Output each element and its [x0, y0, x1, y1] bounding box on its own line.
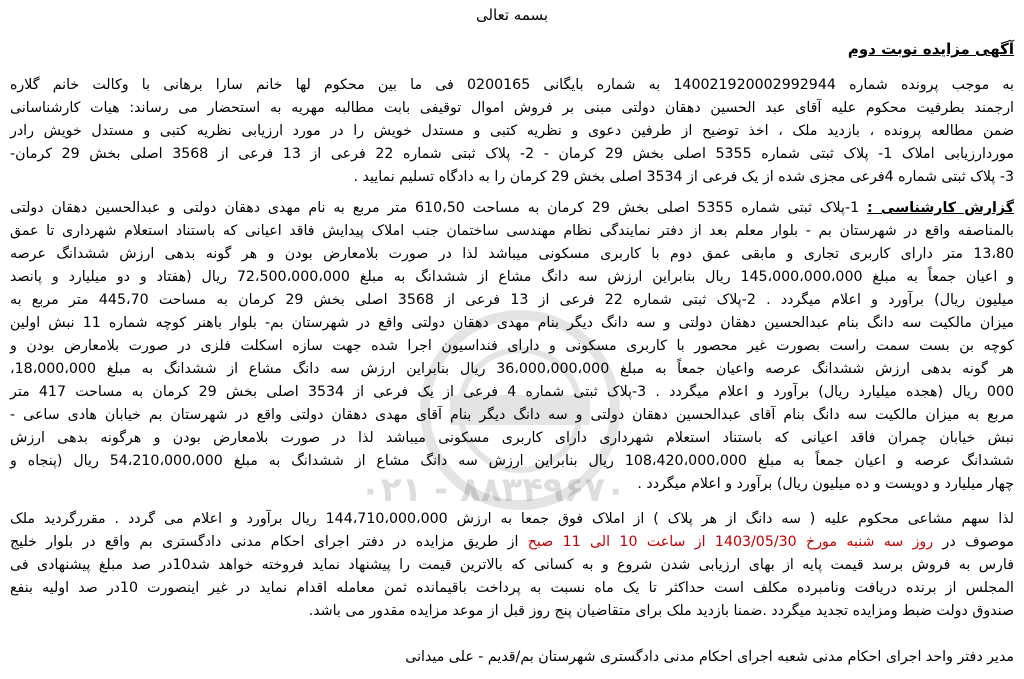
paragraph1-line: موردارزیابی املاک 1- پلاک ثبتی شماره 5355 اصلی بخش 29 کرمان - 2- پلاک ثبتی شماره 22 فرعی از 13 فرعی از 3568 اصلی بخش 29 کرمان- [10, 146, 1014, 162]
paragraph2-line: کوچه بن بست سمت راست بصورت غیر محصور با کاربری مسکونی و دارای فنداسیون اجرا شده جهت سازه اسکلت فلزی در صورت بلامعارض بودن و [10, 338, 1014, 354]
signature-footer: مدیر دفتر واحد اجرای احکام مدنی شعبه اجرای احکام مدنی دادگستری شهرستان بم/قدیم - علی میدانی [405, 649, 1014, 665]
watermark-phone: ۰۲۱ - ۸۸۳۴۹۶۷۰ [360, 470, 627, 510]
paragraph1-line: ضمن مطالعه پرونده ، بازدید ملک ، اخذ توضیح از طرفین دعوی و نظریه کتبی و مستدل خویش را در مورد ارزیابی نظریه کتبی و مستدل خویش رادر [10, 123, 1014, 139]
paragraph2-line: 000 ریال (هجده میلیارد ریال) برآورد و اعلام میگردد . 3-پلاک ثبتی شماره 4 فرعی از یک فرعی از 3534 اصلی بخش 29 کرمان به مساحت 417 متر [10, 384, 1014, 400]
paragraph2-line [10, 198, 1014, 218]
paragraph2-first-text: 1-پلاک ثبتی شماره 5355 اصلی بخش 29 کرمان به مساحت 610،50 متر مربع به نام مهدی دهقان دولتی و عبدالحسین دهقان دولتی [10, 200, 860, 216]
paragraph2-line: نبش خیابان چمران فاقد اعیانی که باستناد استعلام شهرداری دارای کاربری مسکونی میباشد لذا در صورت بلامعارض بودن و هرگونه بدهی ارزش [10, 430, 1014, 446]
paragraph3-line: لذا سهم مشاعی محکوم علیه ( سه دانگ از هر پلاک ) از املاک فوق جمعا به ارزش 144،710،000،000 ریال برآورد و اعلام می گردد . مقررگردید ملک [10, 511, 1014, 527]
basmala-heading: بسمه تعالی [475, 6, 549, 24]
paragraph2-line: هر گونه بدهی ارزش ششدانگ عرصه واعیان جمعاً به مبلغ 36،000،000،000 ریال بنابراین ارزش سه دانگ مشاع از ششدانگ به مبلغ 18،000،000، [10, 361, 1015, 377]
report-label: گزارش کارشناسی : [866, 200, 1014, 216]
paragraph2-line: میلیون ریال) برآورد و اعلام میگردد . 2-پلاک ثبتی شماره 22 فرعی از 13 فرعی از 3568 اصلی بخش 29 کرمان به مساحت 445،70 متر مربع به [10, 292, 1014, 308]
paragraph3-line: صندوق دولت ضبط ومزایده تجدید میگردد .ضمنا بازدید ملک برای متقاضیان پنج روز قبل از موعد مزایده مقدور می باشد. [308, 603, 1014, 619]
paragraph2-line: بالمناصفه واقع در شهرستان بم - بلوار معلم بعد از دفتر نمایندگی نظام مهندسی ساختمان جنب املاک پیدایش فاقد اعیانی که باستناد استعلام شهرداری تا عمق [10, 223, 1014, 239]
notice-title: آگهی مزایده نوبت دوم [847, 40, 1014, 58]
paragraph2-line: و اعیان جمعاً به مبلغ 145،000،000،000 ریال بنابراین ارزش سه دانگ مشاع از ششدانگ به مبلغ 72،500،000،000 ریال (هفتاد و دو میلیارد و پانصد [10, 269, 1014, 285]
auction-date-time: روز سه شنبه مورخ 1403/05/30 از ساعت 10 الی 11 صبح [527, 534, 934, 550]
paragraph3-line: المجلس از برنده دریافت ونامبرده مکلف است حداکثر تا یک ماه نسبت به پرداخت باقیمانده ثمن معامله اقدام نماید در غیر اینصورت 10در صد اولیه بنفع [10, 580, 1014, 596]
paragraph1-line: به موجب پرونده شماره 140021920002992944 به شماره بایگانی 0200165 فی ما بین محکوم لها خانم سارا برهانی با وکالت خانم گلاره [10, 77, 1014, 93]
paragraph3-text: موصوف در [933, 534, 1015, 550]
paragraph2-line: مربع به میزان مالکیت سه دانگ بنام آقای عبدالحسین دهقان دولتی و سه دانگ دیگر بنام آقای مهدی دهقان دولتی واقع در شهرستان بم خیابان هادی ساعی - [10, 407, 1014, 423]
paragraph3-text: از طریق مزایده در دفتر اجرای احکام مدنی دادگستری بم واقع در بلوار خلیج [10, 534, 528, 550]
paragraph3-line [10, 532, 1014, 552]
paragraph2-line: 13،80 متر دارای کاربری تجاری و مابقی عمق دوم با کاربری مسکونی میباشد لذا در صورت بلامعارض بودن و هر گونه بدهی ارزش ششدانگ عرصه [10, 246, 1014, 262]
paragraph2-line: میزان مالکیت سه دانگ بنام عبدالحسین دهقان دولتی و سه دانگ دیگر بنام مهدی دهقان دولتی واقع در شهرستان بم- بلوار باهنر کوچه شماره 11 نبش اولین [10, 315, 1014, 331]
paragraph2-line: چهار میلیارد و دویست و ده میلیون ریال) برآورد و اعلام میگردد . [637, 476, 1014, 492]
paragraph1-line: 3- پلاک ثبتی شماره 4فرعی مجزی شده از یک فرعی از 3534 اصلی بخش 29 کرمان را به دادگاه تسلیم نمایید . [353, 169, 1014, 185]
paragraph2-line: ششدانگ عرصه و اعیان جمعاً به مبلغ 108،420،000،000 ریال بنابراین ارزش سه دانگ مشاع از ششدانگ به مبلغ 54،210،000،000 ریال (پنجاه و [10, 453, 1014, 469]
paragraph3-line: فارس به فروش برسد قیمت پایه از بهای ارزیابی شدن شروع و به کسانی که بالاترین قیمت را پیشنهاد نماید فروخته خواهد شد10در صد مبلغ پیشنهادی فی [10, 557, 1015, 573]
paragraph1-line: ارجمند بطرفیت محکوم علیه آقای عبد الحسین دهقان دولتی مبنی بر فروش اموال توقیفی بابت مطالبه مهریه به استحضار می رساند: هیات کارشناسانی [10, 100, 1014, 116]
